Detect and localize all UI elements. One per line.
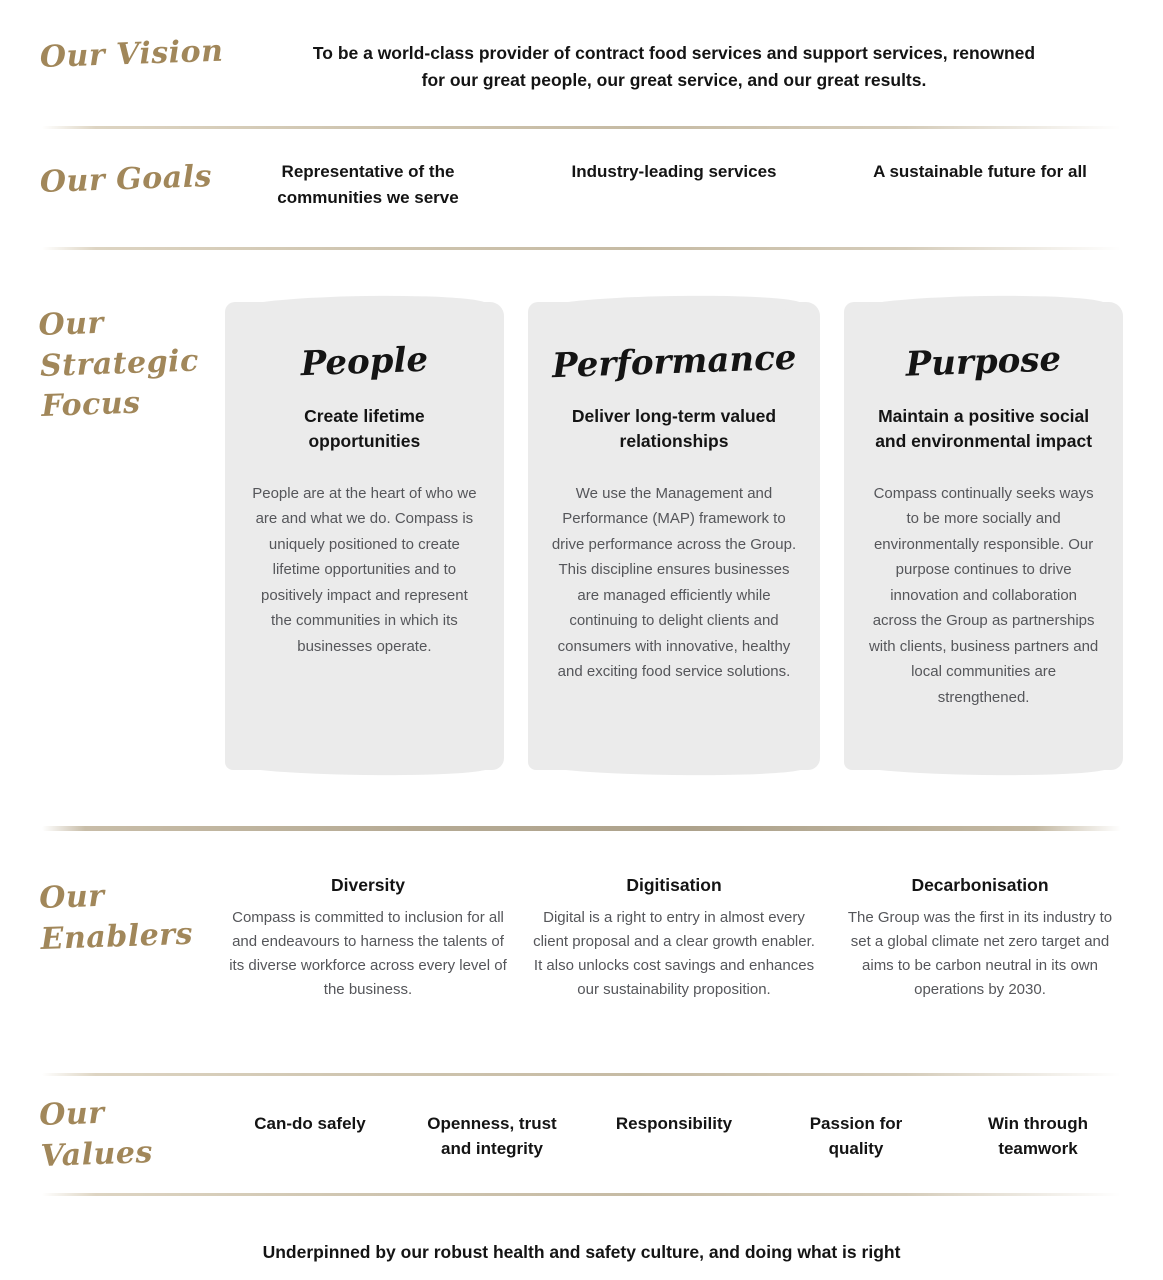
goal-item: Representative of the communities we serve bbox=[277, 162, 459, 207]
values-label-cell bbox=[40, 1096, 225, 1177]
enabler-body: Compass is committed to inclusion for all and endeavours to harness the talents of its diverse workforce across every level of the business. bbox=[229, 909, 507, 998]
vision-section-label: Our Vision bbox=[39, 33, 224, 75]
goals-section-label: Our Goals bbox=[39, 159, 213, 200]
card-title: Purpose bbox=[905, 339, 1062, 385]
vision-label-cell bbox=[40, 34, 225, 79]
goals-label-cell bbox=[40, 159, 225, 204]
divider-after-strategic-focus bbox=[42, 826, 1121, 831]
value-item: Openness, trust and integrity bbox=[427, 1113, 557, 1158]
strategic-card-purpose bbox=[844, 302, 1123, 770]
values-section-label: Our Values bbox=[38, 1095, 154, 1174]
vision-statement: To be a world-class provider of contract food services and support services, renowned for our great people, our great service, and our great results. bbox=[312, 43, 1036, 91]
card-body: Compass continually seeks ways to be more socially and environmentally responsible. Our purpose continues to drive innovation and collaboration across the Group as partnerships with clients, business partners and local communities are strengthened. bbox=[868, 484, 1099, 706]
card-title: Performance bbox=[551, 337, 797, 387]
enabler-title: Digitisation bbox=[626, 875, 722, 895]
goal-item: A sustainable future for all bbox=[873, 162, 1087, 181]
value-item: Win through teamwork bbox=[988, 1113, 1088, 1158]
enabler-diversity bbox=[225, 875, 511, 1002]
goals-list bbox=[225, 159, 1123, 210]
divider-after-goals bbox=[42, 247, 1121, 250]
strategic-focus-section-label: Our Strategic Focus bbox=[37, 305, 200, 424]
divider-after-enablers bbox=[42, 1073, 1121, 1076]
card-title: People bbox=[300, 339, 429, 385]
enablers-list bbox=[225, 875, 1123, 1002]
divider-after-vision bbox=[42, 126, 1121, 129]
card-subtitle: Maintain a positive social and environmental impact bbox=[875, 406, 1093, 452]
enabler-digitisation bbox=[531, 875, 817, 1002]
enabler-body: Digital is a right to entry in almost every client proposal and a clear growth enabler. It also unlocks cost savings and enhances our sustainability proposition. bbox=[533, 909, 815, 998]
vision-section bbox=[40, 34, 1123, 108]
enablers-section-label: Our Enablers bbox=[38, 878, 194, 957]
strategic-card-people bbox=[225, 302, 504, 770]
enabler-title: Diversity bbox=[331, 875, 405, 895]
enabler-body: The Group was the first in its industry to set a global climate net zero target and aims to be carbon neutral in its own operations by 2030. bbox=[847, 909, 1113, 998]
enabler-decarbonisation bbox=[837, 875, 1123, 1002]
values-section bbox=[40, 1096, 1123, 1177]
card-body: People are at the heart of who we are and what we do. Compass is uniquely positioned to create lifetime opportunities and to positively impact and represent the communities in which its businesses operate. bbox=[252, 484, 477, 655]
strategic-card-performance bbox=[528, 302, 820, 770]
goals-section bbox=[40, 159, 1123, 225]
goal-item: Industry-leading services bbox=[571, 162, 777, 181]
value-item: Passion for quality bbox=[809, 1113, 903, 1158]
strategic-focus-section bbox=[37, 302, 1123, 770]
strategic-focus-label-cell bbox=[37, 302, 225, 428]
card-subtitle: Deliver long-term valued relationships bbox=[571, 406, 777, 452]
enabler-title: Decarbonisation bbox=[911, 875, 1049, 895]
card-subtitle: Create lifetime opportunities bbox=[304, 406, 425, 452]
card-body: We use the Management and Performance (MAP) framework to drive performance across the Group. This discipline ensures businesses are managed efficiently while continuing to delight clients and consumers with innovative, healthy and exciting food service solutions. bbox=[551, 484, 797, 681]
value-item: Can-do safely bbox=[254, 1113, 366, 1133]
enablers-section bbox=[40, 875, 1123, 1033]
enablers-label-cell bbox=[40, 875, 225, 960]
values-list bbox=[225, 1112, 1123, 1161]
value-item: Responsibility bbox=[615, 1113, 733, 1133]
divider-after-values bbox=[42, 1193, 1121, 1196]
footer-statement: Underpinned by our robust health and safety culture, and doing what is right bbox=[262, 1242, 901, 1262]
strategic-focus-cards bbox=[225, 302, 1123, 770]
vision-content bbox=[225, 34, 1123, 94]
